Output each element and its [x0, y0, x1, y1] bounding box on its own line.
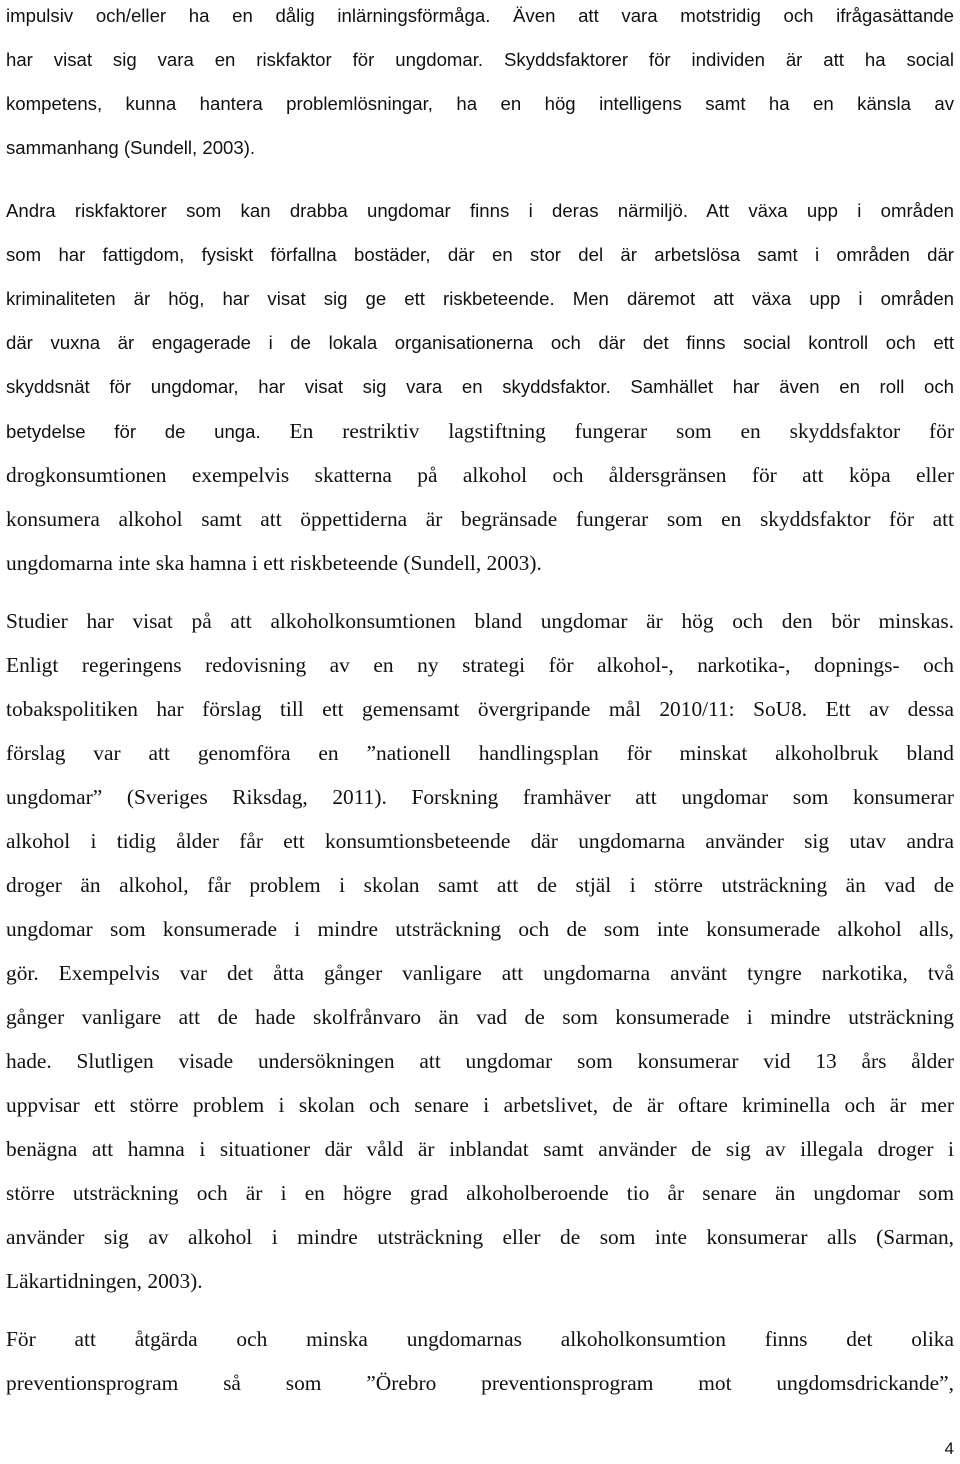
text-line: benägna att hamna i situationer där våld är inblandat samt använder de sig av illegala droger i [6, 1137, 954, 1161]
text-line: Studier har visat på att alkoholkonsumtionen bland ungdomar är hög och den bör minskas. [6, 609, 954, 633]
text-line: ungdomarna inte ska hamna i ett riskbeteende (Sundell, 2003). [6, 551, 542, 575]
text-line: där vuxna är engagerade i de lokala organisationerna och där det finns social kontroll och ett [6, 332, 954, 353]
text-line: använder sig av alkohol i mindre utsträckning eller de som inte konsumerar alls (Sarman, [6, 1225, 954, 1249]
text-line: skyddsnät för ungdomar, har visat sig vara en skyddsfaktor. Samhället har även en roll och [6, 376, 954, 397]
text-line: större utsträckning och är i en högre grad alkoholberoende tio år senare än ungdomar som [6, 1181, 954, 1205]
text-line: För att åtgärda och minska ungdomarnas alkoholkonsumtion finns det olika [6, 1327, 954, 1351]
text-line: förslag var att genomföra en ”nationell handlingsplan för minskat alkoholbruk bland [6, 741, 954, 765]
page-number: 4 [944, 1439, 954, 1458]
text-line: ungdomar som konsumerade i mindre utsträckning och de som inte konsumerade alkohol alls, [6, 917, 954, 941]
text-line: tobakspolitiken har förslag till ett gemensamt övergripande mål 2010/11: SoU8. Ett av dessa [6, 697, 954, 721]
text-line-mixed [6, 409, 954, 453]
text-line: Andra riskfaktorer som kan drabba ungdomar finns i deras närmiljö. Att växa upp i områden [6, 200, 954, 221]
text-line: uppvisar ett större problem i skolan och senare i arbetslivet, de är oftare kriminella och är mer [6, 1093, 954, 1117]
text-line: ungdomar” (Sveriges Riksdag, 2011). Forskning framhäver att ungdomar som konsumerar [6, 785, 954, 809]
text-line: Läkartidningen, 2003). [6, 1269, 203, 1293]
text-line: preventionsprogram så som ”Örebro preventionsprogram mot ungdomsdrickande”, [6, 1371, 954, 1395]
text-line: hade. Slutligen visade undersökningen att ungdomar som konsumerar vid 13 års ålder [6, 1049, 954, 1073]
paragraph-2 [6, 189, 954, 585]
text-line: kriminaliteten är hög, har visat sig ge ett riskbeteende. Men däremot att växa upp i områden [6, 288, 954, 309]
text-line: sammanhang (Sundell, 2003). [6, 137, 256, 158]
text-line: konsumera alkohol samt att öppettiderna är begränsade fungerar som en skyddsfaktor för att [6, 507, 954, 531]
text-segment-sans: betydelse för de unga. [6, 421, 261, 442]
text-line: har visat sig vara en riskfaktor för ungdomar. Skyddsfaktorer för individen är att ha social [6, 49, 954, 70]
text-line: Enligt regeringens redovisning av en ny strategi för alkohol-, narkotika-, dopnings- och [6, 653, 954, 677]
text-line: gör. Exempelvis var det åtta gånger vanligare att ungdomarna använt tyngre narkotika, två [6, 961, 954, 985]
text-line: drogkonsumtionen exempelvis skatterna på alkohol och åldersgränsen för att köpa eller [6, 463, 954, 487]
paragraph-1 [6, 0, 954, 170]
text-line: impulsiv och/eller ha en dålig inlärningsförmåga. Även att vara motstridig och ifrågasättande [6, 5, 954, 26]
paragraph-3 [6, 599, 954, 1303]
paragraph-4 [6, 1317, 954, 1405]
text-line: kompetens, kunna hantera problemlösningar, ha en hög intelligens samt ha en känsla av [6, 93, 954, 114]
text-line: alkohol i tidig ålder får ett konsumtionsbeteende där ungdomarna använder sig utav andra [6, 829, 954, 853]
text-line: gånger vanligare att de hade skolfrånvaro än vad de som konsumerade i mindre utsträckning [6, 1005, 954, 1029]
text-segment-serif: En restriktiv lagstiftning fungerar som en skyddsfaktor för [260, 419, 954, 443]
text-line: droger än alkohol, får problem i skolan samt att de stjäl i större utsträckning än vad de [6, 873, 954, 897]
text-line: som har fattigdom, fysiskt förfallna bostäder, där en stor del är arbetslösa samt i områden där [6, 244, 954, 265]
